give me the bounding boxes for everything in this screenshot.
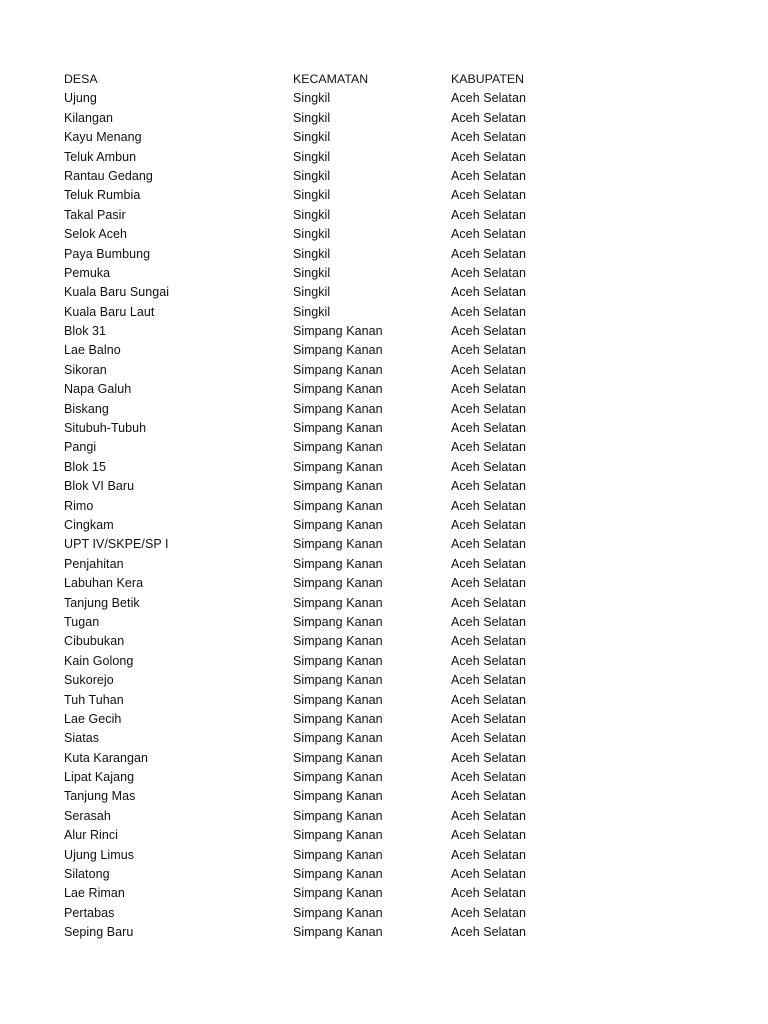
cell-kabupaten: Aceh Selatan [451, 304, 526, 319]
cell-desa: Penjahitan [64, 556, 124, 571]
cell-desa: Seping Baru [64, 925, 134, 940]
cell-kabupaten: Aceh Selatan [451, 595, 526, 610]
cell-desa: Blok 31 [64, 324, 107, 339]
cell-desa: Pangi [64, 440, 97, 455]
cell-desa: Paya Bumbung [64, 246, 151, 261]
table-row [64, 594, 704, 613]
cell-kecamatan: Simpang Kanan [293, 634, 383, 649]
cell-kabupaten: Aceh Selatan [451, 576, 526, 591]
cell-kabupaten: Aceh Selatan [451, 401, 526, 416]
cell-desa: Kain Golong [64, 653, 134, 668]
cell-kecamatan: Simpang Kanan [293, 595, 383, 610]
cell-kabupaten: Aceh Selatan [451, 91, 526, 106]
cell-desa: Blok 15 [64, 459, 107, 474]
cell-kecamatan: Simpang Kanan [293, 731, 383, 746]
cell-kabupaten: Aceh Selatan [451, 925, 526, 940]
cell-desa: Situbuh-Tubuh [64, 421, 147, 436]
cell-desa: Kuala Baru Laut [64, 304, 155, 319]
cell-kabupaten: Aceh Selatan [451, 789, 526, 804]
cell-kecamatan: Simpang Kanan [293, 556, 383, 571]
table-row [64, 846, 704, 865]
table-row [64, 691, 704, 710]
cell-kabupaten: Aceh Selatan [451, 808, 526, 823]
table-row [64, 109, 704, 128]
cell-kecamatan: Simpang Kanan [293, 673, 383, 688]
cell-kecamatan: Singkil [293, 149, 331, 164]
cell-kecamatan: Singkil [293, 130, 331, 145]
cell-desa: Ujung Limus [64, 847, 135, 862]
table-row [64, 477, 704, 496]
cell-kecamatan: Simpang Kanan [293, 750, 383, 765]
village-table [64, 70, 704, 943]
cell-kabupaten: Aceh Selatan [451, 614, 526, 629]
table-row [64, 710, 704, 729]
header-kecamatan: KECAMATAN [293, 72, 369, 86]
cell-kabupaten: Aceh Selatan [451, 673, 526, 688]
cell-kecamatan: Singkil [293, 188, 331, 203]
cell-kabupaten: Aceh Selatan [451, 867, 526, 882]
cell-desa: Pemuka [64, 265, 111, 280]
cell-kabupaten: Aceh Selatan [451, 459, 526, 474]
cell-kecamatan: Simpang Kanan [293, 459, 383, 474]
table-row [64, 535, 704, 554]
cell-desa: Lae Riman [64, 886, 125, 901]
cell-kabupaten: Aceh Selatan [451, 246, 526, 261]
table-row [64, 264, 704, 283]
cell-kabupaten: Aceh Selatan [451, 750, 526, 765]
cell-kecamatan: Simpang Kanan [293, 867, 383, 882]
cell-desa: Selok Aceh [64, 227, 128, 242]
cell-kecamatan: Simpang Kanan [293, 886, 383, 901]
table-row [64, 167, 704, 186]
table-row [64, 807, 704, 826]
cell-kecamatan: Singkil [293, 246, 331, 261]
cell-kabupaten: Aceh Selatan [451, 498, 526, 513]
table-row [64, 923, 704, 942]
cell-kabupaten: Aceh Selatan [451, 130, 526, 145]
cell-kecamatan: Singkil [293, 285, 331, 300]
cell-kecamatan: Simpang Kanan [293, 789, 383, 804]
cell-desa: Tuh Tuhan [64, 692, 124, 707]
cell-desa: UPT IV/SKPE/SP I [64, 537, 169, 552]
cell-kabupaten: Aceh Selatan [451, 692, 526, 707]
cell-kecamatan: Simpang Kanan [293, 537, 383, 552]
cell-kecamatan: Simpang Kanan [293, 925, 383, 940]
cell-kabupaten: Aceh Selatan [451, 207, 526, 222]
cell-kabupaten: Aceh Selatan [451, 905, 526, 920]
cell-desa: Lae Gecih [64, 711, 122, 726]
cell-kabupaten: Aceh Selatan [451, 188, 526, 203]
table-row [64, 303, 704, 322]
cell-desa: Kayu Menang [64, 130, 142, 145]
cell-desa: Tanjung Mas [64, 789, 136, 804]
cell-kabupaten: Aceh Selatan [451, 362, 526, 377]
cell-desa: Napa Galuh [64, 382, 132, 397]
table-row [64, 497, 704, 516]
cell-desa: Cibubukan [64, 634, 125, 649]
cell-kecamatan: Singkil [293, 168, 331, 183]
cell-kecamatan: Simpang Kanan [293, 653, 383, 668]
cell-kecamatan: Simpang Kanan [293, 362, 383, 377]
cell-desa: Serasah [64, 808, 111, 823]
cell-kecamatan: Simpang Kanan [293, 576, 383, 591]
cell-kabupaten: Aceh Selatan [451, 770, 526, 785]
cell-kabupaten: Aceh Selatan [451, 324, 526, 339]
cell-kecamatan: Simpang Kanan [293, 828, 383, 843]
cell-kabupaten: Aceh Selatan [451, 634, 526, 649]
cell-desa: Lae Balno [64, 343, 121, 358]
cell-desa: Pertabas [64, 905, 115, 920]
cell-kecamatan: Singkil [293, 91, 331, 106]
header-desa: DESA [64, 72, 98, 86]
table-body [64, 89, 704, 942]
cell-kecamatan: Simpang Kanan [293, 440, 383, 455]
cell-desa: Lipat Kajang [64, 770, 135, 785]
cell-kabupaten: Aceh Selatan [451, 731, 526, 746]
cell-kabupaten: Aceh Selatan [451, 227, 526, 242]
table-row [64, 555, 704, 574]
cell-desa: Kilangan [64, 110, 114, 125]
cell-kecamatan: Simpang Kanan [293, 770, 383, 785]
table-row [64, 89, 704, 108]
table-row [64, 632, 704, 651]
cell-desa: Rimo [64, 498, 94, 513]
cell-kecamatan: Singkil [293, 265, 331, 280]
cell-kabupaten: Aceh Selatan [451, 343, 526, 358]
cell-kabupaten: Aceh Selatan [451, 479, 526, 494]
cell-kabupaten: Aceh Selatan [451, 711, 526, 726]
cell-desa: Kuala Baru Sungai [64, 285, 170, 300]
cell-desa: Siatas [64, 731, 100, 746]
table-row [64, 128, 704, 147]
table-row [64, 206, 704, 225]
table-row [64, 884, 704, 903]
table-row [64, 245, 704, 264]
cell-kabupaten: Aceh Selatan [451, 828, 526, 843]
cell-desa: Sukorejo [64, 673, 114, 688]
cell-kabupaten: Aceh Selatan [451, 537, 526, 552]
table-row [64, 729, 704, 748]
cell-kabupaten: Aceh Selatan [451, 265, 526, 280]
cell-kecamatan: Simpang Kanan [293, 382, 383, 397]
cell-desa: Kuta Karangan [64, 750, 149, 765]
cell-kabupaten: Aceh Selatan [451, 168, 526, 183]
cell-desa: Alur Rinci [64, 828, 118, 843]
table-row [64, 826, 704, 845]
cell-desa: Takal Pasir [64, 207, 126, 222]
cell-kecamatan: Simpang Kanan [293, 421, 383, 436]
table-row [64, 749, 704, 768]
cell-desa: Tanjung Betik [64, 595, 140, 610]
table-row [64, 186, 704, 205]
cell-kecamatan: Simpang Kanan [293, 808, 383, 823]
table-row [64, 768, 704, 787]
table-row [64, 419, 704, 438]
cell-kecamatan: Simpang Kanan [293, 498, 383, 513]
cell-kecamatan: Simpang Kanan [293, 343, 383, 358]
cell-kecamatan: Simpang Kanan [293, 324, 383, 339]
header-kabupaten: KABUPATEN [451, 72, 525, 86]
cell-desa: Cingkam [64, 517, 114, 532]
table-row [64, 361, 704, 380]
table-row [64, 341, 704, 360]
table-row [64, 671, 704, 690]
cell-kecamatan: Singkil [293, 207, 331, 222]
cell-kabupaten: Aceh Selatan [451, 421, 526, 436]
cell-kecamatan: Singkil [293, 304, 331, 319]
table-row [64, 148, 704, 167]
table-row [64, 904, 704, 923]
cell-desa: Teluk Rumbia [64, 188, 141, 203]
table-row [64, 438, 704, 457]
table-row [64, 458, 704, 477]
cell-kabupaten: Aceh Selatan [451, 556, 526, 571]
cell-kecamatan: Simpang Kanan [293, 905, 383, 920]
cell-desa: Blok VI Baru [64, 479, 135, 494]
cell-kabupaten: Aceh Selatan [451, 440, 526, 455]
cell-kabupaten: Aceh Selatan [451, 285, 526, 300]
cell-desa: Labuhan Kera [64, 576, 144, 591]
cell-kecamatan: Simpang Kanan [293, 847, 383, 862]
cell-kabupaten: Aceh Selatan [451, 517, 526, 532]
table-row [64, 380, 704, 399]
cell-kecamatan: Simpang Kanan [293, 517, 383, 532]
table-row [64, 225, 704, 244]
cell-kabupaten: Aceh Selatan [451, 653, 526, 668]
cell-desa: Ujung [64, 91, 97, 106]
cell-desa: Biskang [64, 401, 109, 416]
cell-kabupaten: Aceh Selatan [451, 847, 526, 862]
cell-desa: Silatong [64, 867, 110, 882]
cell-kecamatan: Simpang Kanan [293, 401, 383, 416]
cell-kecamatan: Simpang Kanan [293, 479, 383, 494]
cell-kecamatan: Singkil [293, 227, 331, 242]
table-row [64, 787, 704, 806]
cell-kabupaten: Aceh Selatan [451, 110, 526, 125]
cell-desa: Sikoran [64, 362, 107, 377]
table-row [64, 613, 704, 632]
cell-desa: Teluk Ambun [64, 149, 137, 164]
table-row [64, 865, 704, 884]
table-header [64, 70, 704, 89]
table-row [64, 400, 704, 419]
cell-desa: Rantau Gedang [64, 168, 153, 183]
cell-desa: Tugan [64, 614, 100, 629]
cell-kabupaten: Aceh Selatan [451, 382, 526, 397]
table-row [64, 322, 704, 341]
table-row [64, 283, 704, 302]
cell-kabupaten: Aceh Selatan [451, 886, 526, 901]
table-row [64, 652, 704, 671]
cell-kabupaten: Aceh Selatan [451, 149, 526, 164]
cell-kecamatan: Simpang Kanan [293, 711, 383, 726]
cell-kecamatan: Singkil [293, 110, 331, 125]
cell-kecamatan: Simpang Kanan [293, 692, 383, 707]
table-row [64, 516, 704, 535]
cell-kecamatan: Simpang Kanan [293, 614, 383, 629]
table-row [64, 574, 704, 593]
